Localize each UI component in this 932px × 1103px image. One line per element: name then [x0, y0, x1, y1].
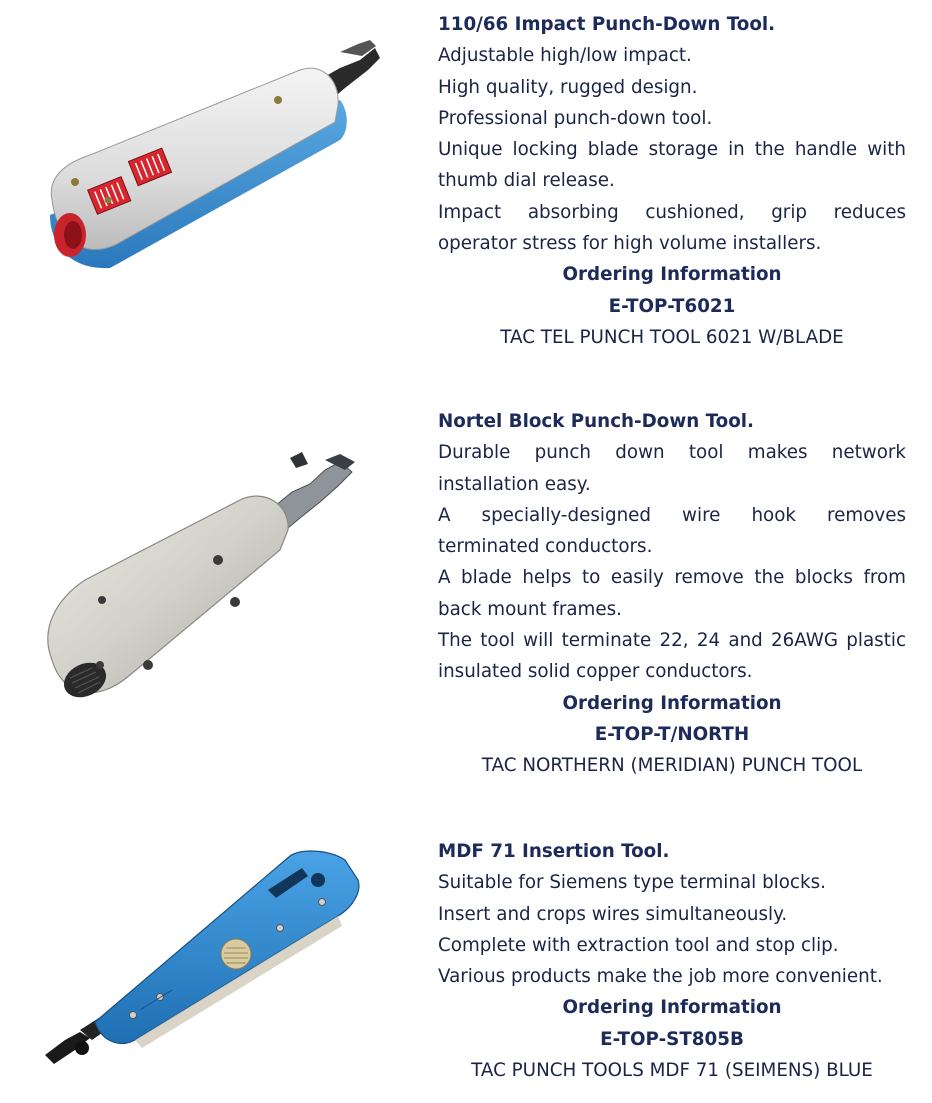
- part-description: TAC TEL PUNCH TOOL 6021 W/BLADE: [500, 326, 844, 348]
- feature-item: Impact absorbing cushioned, grip reduces operator stress for high volume installers.: [438, 201, 906, 255]
- feature-item: Durable punch down tool makes network installation easy.: [438, 442, 906, 495]
- mdf71-insertion-tool-image: [40, 850, 370, 1090]
- ordering-heading: Ordering Information: [562, 997, 782, 1019]
- feature-item: Professional punch-down tool.: [438, 107, 713, 129]
- ordering-heading: Ordering Information: [562, 264, 782, 286]
- product-title: MDF 71 Insertion Tool.: [438, 841, 670, 862]
- product-nortel-punch-tool: [0, 400, 932, 820]
- ordering-heading: Ordering Information: [562, 692, 782, 714]
- product-text-block: [438, 9, 906, 353]
- product-mdf71-insertion-tool: [0, 830, 932, 1103]
- nortel-punch-tool-image: [40, 450, 370, 710]
- part-description: TAC NORTHERN (MERIDIAN) PUNCH TOOL: [481, 755, 863, 777]
- part-number: E-TOP-T/NORTH: [594, 723, 750, 745]
- feature-item: Insert and crops wires simultaneously.: [438, 903, 788, 925]
- part-number: E-TOP-ST805B: [600, 1028, 744, 1050]
- product-impact-punch-tool: [0, 0, 932, 380]
- feature-item: Unique locking blade storage in the handle with thumb dial release.: [438, 139, 906, 192]
- product-text-block: [438, 836, 906, 1086]
- feature-item: Various products make the job more convenient.: [438, 966, 883, 988]
- impact-punch-tool-image: [40, 30, 390, 280]
- product-text-block: [438, 406, 906, 782]
- part-description: TAC PUNCH TOOLS MDF 71 (SEIMENS) BLUE: [471, 1060, 873, 1082]
- product-title: 110/66 Impact Punch-Down Tool.: [438, 14, 776, 35]
- feature-item: High quality, rugged design.: [438, 76, 698, 98]
- feature-item: A specially-designed wire hook removes terminated conductors.: [438, 504, 906, 558]
- feature-item: The tool will terminate 22, 24 and 26AWG plastic insulated solid copper conductors.: [438, 630, 906, 683]
- feature-item: A blade helps to easily remove the blocks from back mount frames.: [438, 567, 906, 620]
- feature-item: Suitable for Siemens type terminal blocks.: [438, 872, 826, 894]
- feature-item: Complete with extraction tool and stop clip.: [438, 934, 839, 956]
- product-title: Nortel Block Punch-Down Tool.: [438, 411, 755, 432]
- feature-item: Adjustable high/low impact.: [438, 45, 692, 67]
- part-number: E-TOP-T6021: [608, 295, 736, 317]
